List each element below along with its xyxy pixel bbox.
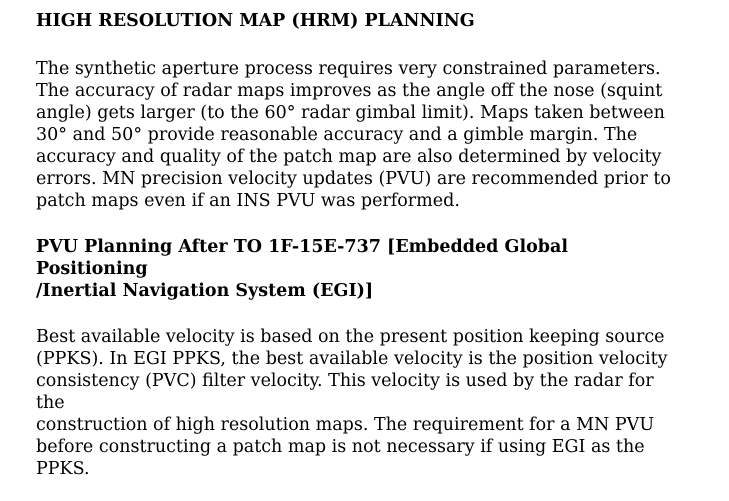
section-title: HIGH RESOLUTION MAP (HRM) PLANNING [36, 11, 475, 31]
document-page [36, 10, 676, 480]
subsection-heading: PVU Planning After TO 1F-15E-737 [Embedded Global Positioning /Inertial Navigation System (EGI)] [36, 237, 568, 301]
pvu-paragraph: Best available velocity is based on the present position keeping source (PPKS). In EGI PPKS, the best available velocity is the position velocity consistency (PVC) filter velocity. This velocity is used by the radar for the construction of high resolution maps. The requirement for a MN PVU before constructing a patch map is not necessary if using EGI as the PPKS. [36, 327, 668, 479]
hrm-paragraph: The synthetic aperture process requires very constrained parameters. The accuracy of radar maps improves as the angle off the nose (squint angle) gets larger (to the 60° radar gimbal limit). Maps taken between 30° and 50° provide reasonable accuracy and a gimble margin. The accuracy and quality of the patch map are also determined by velocity errors. MN precision velocity updates (PVU) are recommended prior to patch maps even if an INS PVU was performed. [36, 59, 671, 211]
